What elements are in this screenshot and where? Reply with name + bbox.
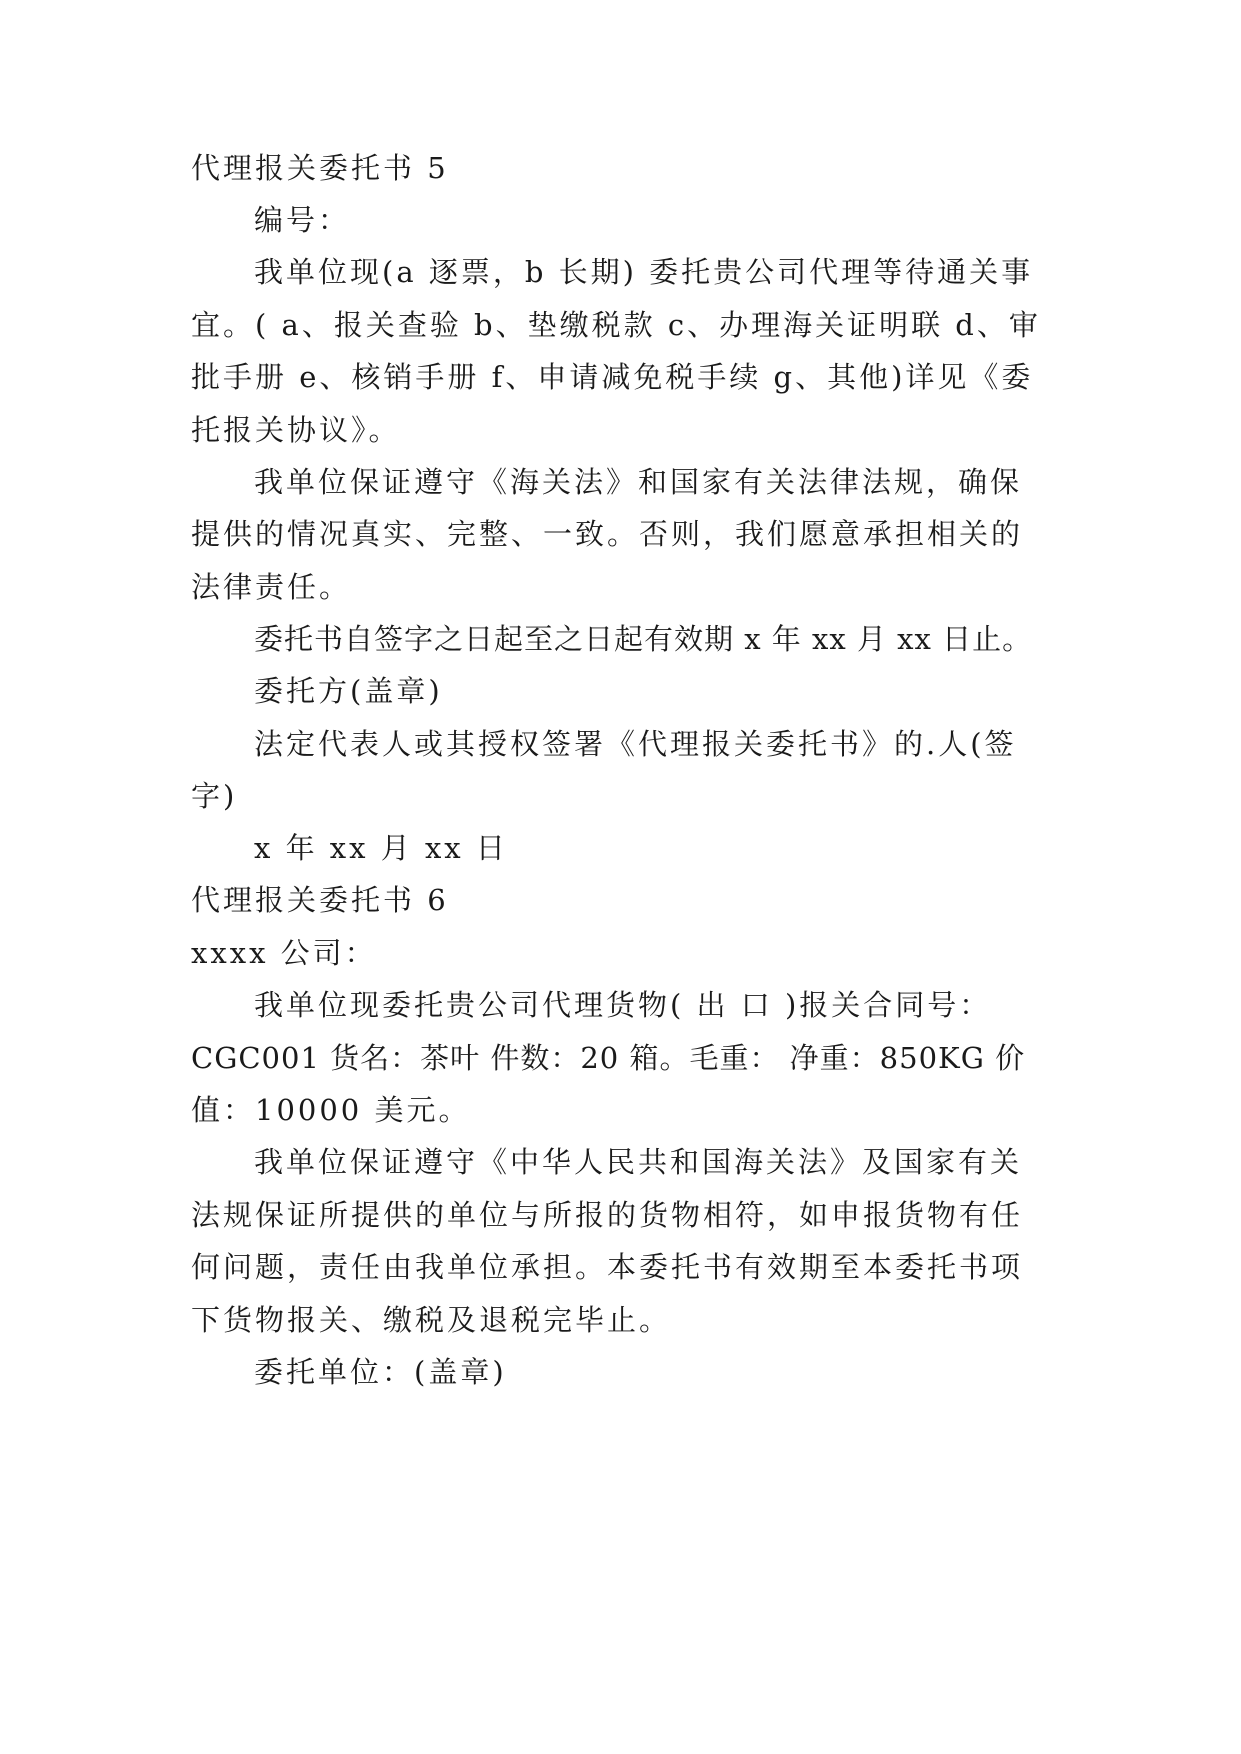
paragraph-line: 托报关协议》。: [191, 413, 401, 447]
paragraph-line: CGC001 货名：茶叶 件数：20 箱。毛重： 净重：850KG 价: [191, 1041, 1026, 1075]
paragraph-line: 下货物报关、缴税及退税完毕止。: [191, 1303, 672, 1337]
principal-line: 委托方(盖章): [254, 674, 443, 708]
validity-line: 委托书自签字之日起至之日起有效期 x 年 xx 月 xx 日止。: [254, 622, 1033, 656]
representative-line: 字): [191, 779, 238, 813]
addressee-line: xxxx 公司：: [191, 936, 377, 970]
paragraph-line: 宜。( a、报关查验 b、垫缴税款 c、办理海关证明联 d、审: [191, 308, 1041, 342]
paragraph-line: 提供的情况真实、完整、一致。否则，我们愿意承担相关的: [191, 517, 1024, 551]
paragraph-line: 我单位现委托贵公司代理货物( 出 口 )报关合同号：: [254, 988, 992, 1022]
paragraph-line: 我单位现(a 逐票，b 长期) 委托贵公司代理等待通关事: [254, 255, 1034, 289]
principal-line: 委托单位：(盖章): [254, 1355, 507, 1389]
paragraph-line: 法规保证所提供的单位与所报的货物相符，如申报货物有任: [191, 1198, 1024, 1232]
section-heading: 代理报关委托书 5: [191, 151, 449, 185]
paragraph-line: 我单位保证遵守《海关法》和国家有关法律法规，确保: [254, 465, 1023, 499]
representative-line: 法定代表人或其授权签署《代理报关委托书》的.人(签: [254, 727, 1017, 761]
date-line: x 年 xx 月 xx 日: [254, 831, 508, 865]
paragraph-line: 批手册 e、核销手册 f、申请减免税手续 g、其他)详见《委: [191, 360, 1034, 394]
section-heading: 代理报关委托书 6: [191, 883, 449, 917]
paragraph-line: 我单位保证遵守《中华人民共和国海关法》及国家有关: [254, 1145, 1023, 1179]
paragraph-line: 何问题，责任由我单位承担。本委托书有效期至本委托书项: [191, 1250, 1024, 1284]
number-label: 编号：: [254, 203, 351, 237]
paragraph-line: 法律责任。: [191, 570, 352, 604]
paragraph-line: 值：10000 美元。: [191, 1093, 471, 1127]
